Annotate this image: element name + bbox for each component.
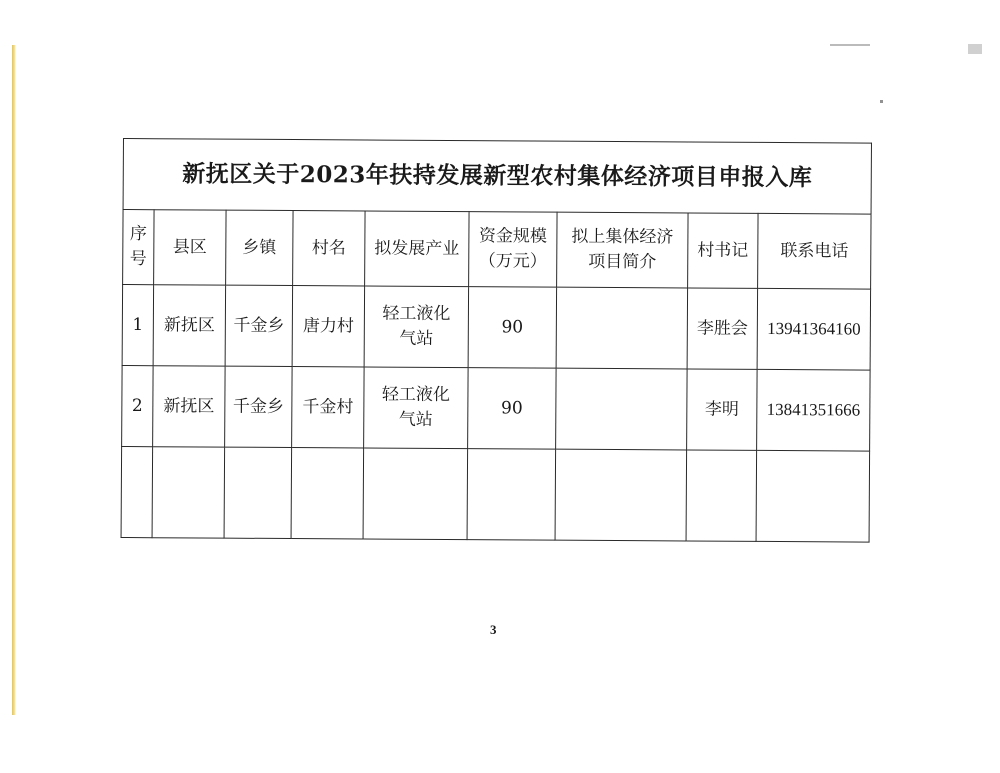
cell-intro: [556, 368, 687, 450]
cell-town: 千金乡: [225, 285, 292, 366]
cell-county: 新抚区: [153, 366, 225, 447]
cell-funds: 90: [468, 287, 556, 369]
cell-industry: [364, 367, 468, 449]
cell-phone: 13841351666: [757, 369, 871, 451]
table-header-row: [123, 210, 872, 290]
cell-empty: [467, 449, 556, 541]
cell-empty: [152, 447, 225, 538]
header-county: 县区: [154, 210, 226, 285]
header-intro-line1: 拟上集体经济: [571, 227, 674, 248]
cell-funds: 90: [468, 368, 556, 450]
scan-speck: [880, 100, 883, 103]
cell-seq: 2: [122, 365, 153, 446]
cell-industry-line1: 轻工液化: [381, 384, 450, 406]
table-row-empty: [121, 446, 870, 542]
header-intro-line2: 项目简介: [588, 251, 657, 273]
header-secretary: 村书记: [688, 213, 758, 288]
header-funds-line2: （万元）: [478, 251, 547, 272]
cell-town: 千金乡: [225, 366, 292, 447]
cell-industry-line1: 轻工液化: [382, 303, 451, 325]
cell-industry-line2: 气站: [399, 328, 434, 349]
cell-county: 新抚区: [153, 285, 225, 366]
cell-phone: 13941364160: [757, 288, 871, 370]
scan-speck: [830, 44, 870, 46]
header-town: 乡镇: [226, 210, 293, 285]
header-industry: 拟发展产业: [365, 211, 469, 287]
header-intro: [557, 212, 688, 288]
header-phone: 联系电话: [758, 213, 872, 289]
document-title: 新抚区关于2023年扶持发展新型农村集体经济项目申报入库: [123, 139, 872, 215]
cell-industry-line2: 气站: [398, 409, 433, 430]
header-village: 村名: [293, 211, 365, 286]
table-row: [122, 285, 871, 371]
cell-secretary: 李胜会: [687, 288, 757, 369]
cell-industry: [364, 286, 468, 368]
cell-empty: [121, 446, 153, 537]
cell-intro: [556, 287, 687, 369]
cell-village: 唐力村: [292, 286, 364, 367]
cell-village: 千金村: [292, 367, 364, 448]
header-seq: 序号: [123, 210, 154, 285]
page-number: 3: [490, 622, 497, 637]
cell-empty: [363, 448, 468, 540]
cell-secretary: 李明: [687, 369, 757, 450]
cell-seq: 1: [122, 285, 153, 366]
scan-speck: [968, 44, 982, 54]
cell-empty: [756, 450, 870, 542]
project-table: [121, 138, 873, 543]
cell-empty: [555, 449, 687, 541]
table-row: [122, 365, 871, 451]
cell-empty: [224, 447, 292, 538]
scan-page-edge: [12, 45, 16, 715]
cell-empty: [686, 450, 757, 541]
header-funds: [469, 212, 557, 288]
cell-empty: [291, 448, 364, 539]
header-funds-line1: 资金规模: [478, 226, 547, 247]
